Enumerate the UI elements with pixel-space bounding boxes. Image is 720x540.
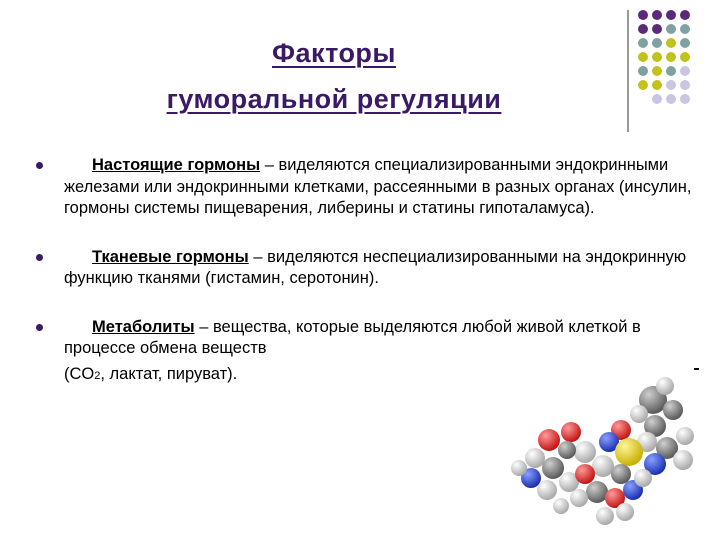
divider-line xyxy=(627,10,629,132)
decor-dot xyxy=(652,24,662,34)
term-metabolites: Метаболиты xyxy=(92,317,195,336)
decor-dot xyxy=(638,38,648,48)
title-line-2: гуморальной регуляции xyxy=(166,84,502,114)
decor-dot xyxy=(638,10,648,20)
list-item-tissue-hormones xyxy=(36,247,696,290)
slide-title xyxy=(118,30,550,122)
formula-subscript: 2 xyxy=(94,369,101,382)
term-tissue-hormones: Тканевые гормоны xyxy=(92,247,249,266)
decor-dot xyxy=(638,80,648,90)
formula-rest: , лактат, пируват). xyxy=(100,364,238,383)
title-line-1: Факторы xyxy=(272,38,396,68)
decor-dot xyxy=(638,52,648,62)
decor-dot xyxy=(680,66,690,76)
decor-dot xyxy=(666,10,676,20)
decor-dot xyxy=(666,94,676,104)
decor-dot xyxy=(666,24,676,34)
decor-dot xyxy=(652,80,662,90)
decor-dot xyxy=(666,52,676,62)
decor-dot xyxy=(638,66,648,76)
molecule-icon xyxy=(505,370,710,535)
item-text: – вещества, которые выделяются любой живой клеткой в процессе обмена веществ xyxy=(64,317,641,357)
term-real-hormones: Настоящие гормоны xyxy=(92,156,261,174)
decor-dot xyxy=(652,66,662,76)
decor-dot xyxy=(666,38,676,48)
decor-dot xyxy=(680,80,690,90)
decor-dot xyxy=(652,94,662,104)
decor-dot xyxy=(652,52,662,62)
decor-dot xyxy=(652,38,662,48)
decor-dot xyxy=(680,24,690,34)
decor-dot xyxy=(680,52,690,62)
decor-dot xyxy=(666,66,676,76)
decor-dot xyxy=(638,24,648,34)
formula-open: (CO xyxy=(64,364,95,383)
bullet-dot xyxy=(36,254,43,261)
decor-dot xyxy=(666,80,676,90)
decor-dot xyxy=(680,38,690,48)
item-text: – виделяются неспециализированными на эндокринную функцию тканями (гистамин, серотонин). xyxy=(64,247,687,287)
bullet-dot xyxy=(36,162,43,169)
decor-dot xyxy=(652,10,662,20)
item-text: – виделяются специализированными эндокринными железами или эндокринными клетками, рассеянными в разных органах (инсулин, гормоны системы пищеварения, либерины и статины гипоталамуса). xyxy=(64,156,692,217)
list-item-real-hormones xyxy=(36,155,696,220)
bullet-dot xyxy=(36,324,43,331)
decor-dot xyxy=(680,10,690,20)
decor-dot xyxy=(680,94,690,104)
